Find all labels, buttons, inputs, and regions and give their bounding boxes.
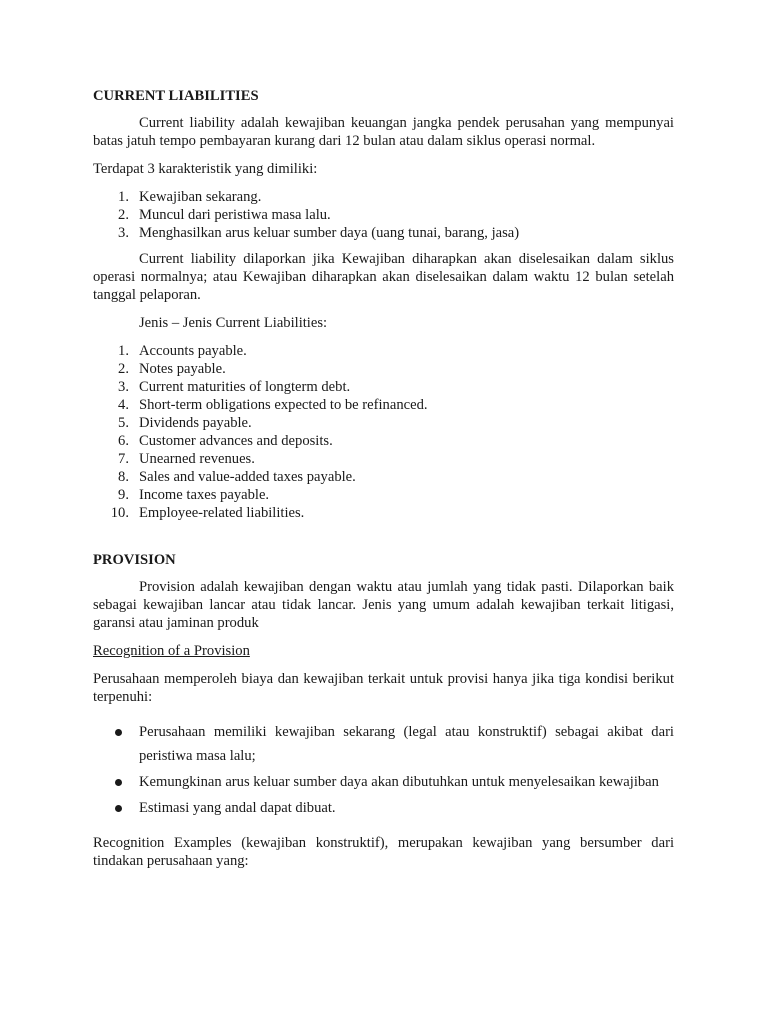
list-item: 3. Menghasilkan arus keluar sumber daya (uang tunai, barang, jasa) bbox=[118, 225, 520, 241]
characteristics-intro: Terdapat 3 karakteristik yang dimiliki: bbox=[93, 161, 318, 177]
list-item: Perusahaan memiliki kewajiban sekarang (legal atau konstruktif) sebagai akibat dari peristiwa masa lalu; bbox=[93, 720, 674, 768]
list-item: 3. Current maturities of longterm debt. bbox=[118, 379, 351, 395]
recognition-intro: Perusahaan memperoleh biaya dan kewajiban terkait untuk provisi hanya jika tiga kondisi berikut terpenuhi: bbox=[93, 671, 674, 705]
heading-current-liabilities: CURRENT LIABILITIES bbox=[93, 88, 259, 104]
list-item: 6. Customer advances and deposits. bbox=[118, 433, 333, 449]
list-item: 2. Notes payable. bbox=[118, 361, 226, 377]
characteristics-list bbox=[93, 188, 674, 242]
bullet-icon bbox=[115, 729, 122, 736]
list-item: Estimasi yang andal dapat dibuat. bbox=[93, 796, 674, 820]
list-item: Kemungkinan arus keluar sumber daya akan dibutuhkan untuk menyelesaikan kewajiban bbox=[93, 770, 674, 794]
bullet-icon bbox=[115, 779, 122, 786]
list-item: 5. Dividends payable. bbox=[118, 415, 252, 431]
current-liabilities-intro: Current liability adalah kewajiban keuangan jangka pendek perusahan yang mempunyai batas jatuh tempo pembayaran kurang dari 12 bulan atau dalam siklus operasi normal. bbox=[93, 115, 674, 149]
list-item: 10. Employee-related liabilities. bbox=[110, 505, 305, 521]
recognition-examples-intro: Recognition Examples (kewajiban konstruktif), merupakan kewajiban yang bersumber dari tindakan perusahaan yang: bbox=[93, 835, 674, 869]
document-content bbox=[93, 86, 674, 870]
types-list bbox=[93, 342, 674, 522]
reported-when-paragraph: Current liability dilaporkan jika Kewajiban diharapkan akan diselesaikan dalam siklus operasi normalnya; atau Kewajiban diharapkan akan diselesaikan dalam waktu 12 bulan setelah tanggal pelaporan. bbox=[93, 251, 674, 303]
heading-provision: PROVISION bbox=[93, 552, 176, 568]
section-spacer bbox=[93, 530, 674, 550]
types-title: Jenis – Jenis Current Liabilities: bbox=[139, 315, 328, 331]
list-item: 1. Accounts payable. bbox=[118, 343, 247, 359]
list-item: 9. Income taxes payable. bbox=[118, 487, 270, 503]
recognition-title: Recognition of a Provision bbox=[93, 643, 250, 659]
list-item: 1. Kewajiban sekarang. bbox=[118, 189, 262, 205]
list-item: 8. Sales and value-added taxes payable. bbox=[118, 469, 356, 485]
conditions-list bbox=[93, 720, 674, 820]
provision-intro: Provision adalah kewajiban dengan waktu atau jumlah yang tidak pasti. Dilaporkan baik sebagai kewajiban lancar atau tidak lancar. Jenis yang umum adalah kewajiban terkait litigasi, garansi atau jaminan produk bbox=[93, 579, 674, 631]
list-item: 2. Muncul dari peristiwa masa lalu. bbox=[118, 207, 331, 223]
list-item: 7. Unearned revenues. bbox=[118, 451, 255, 467]
list-item: 4. Short-term obligations expected to be refinanced. bbox=[118, 397, 428, 413]
bullet-icon bbox=[115, 805, 122, 812]
